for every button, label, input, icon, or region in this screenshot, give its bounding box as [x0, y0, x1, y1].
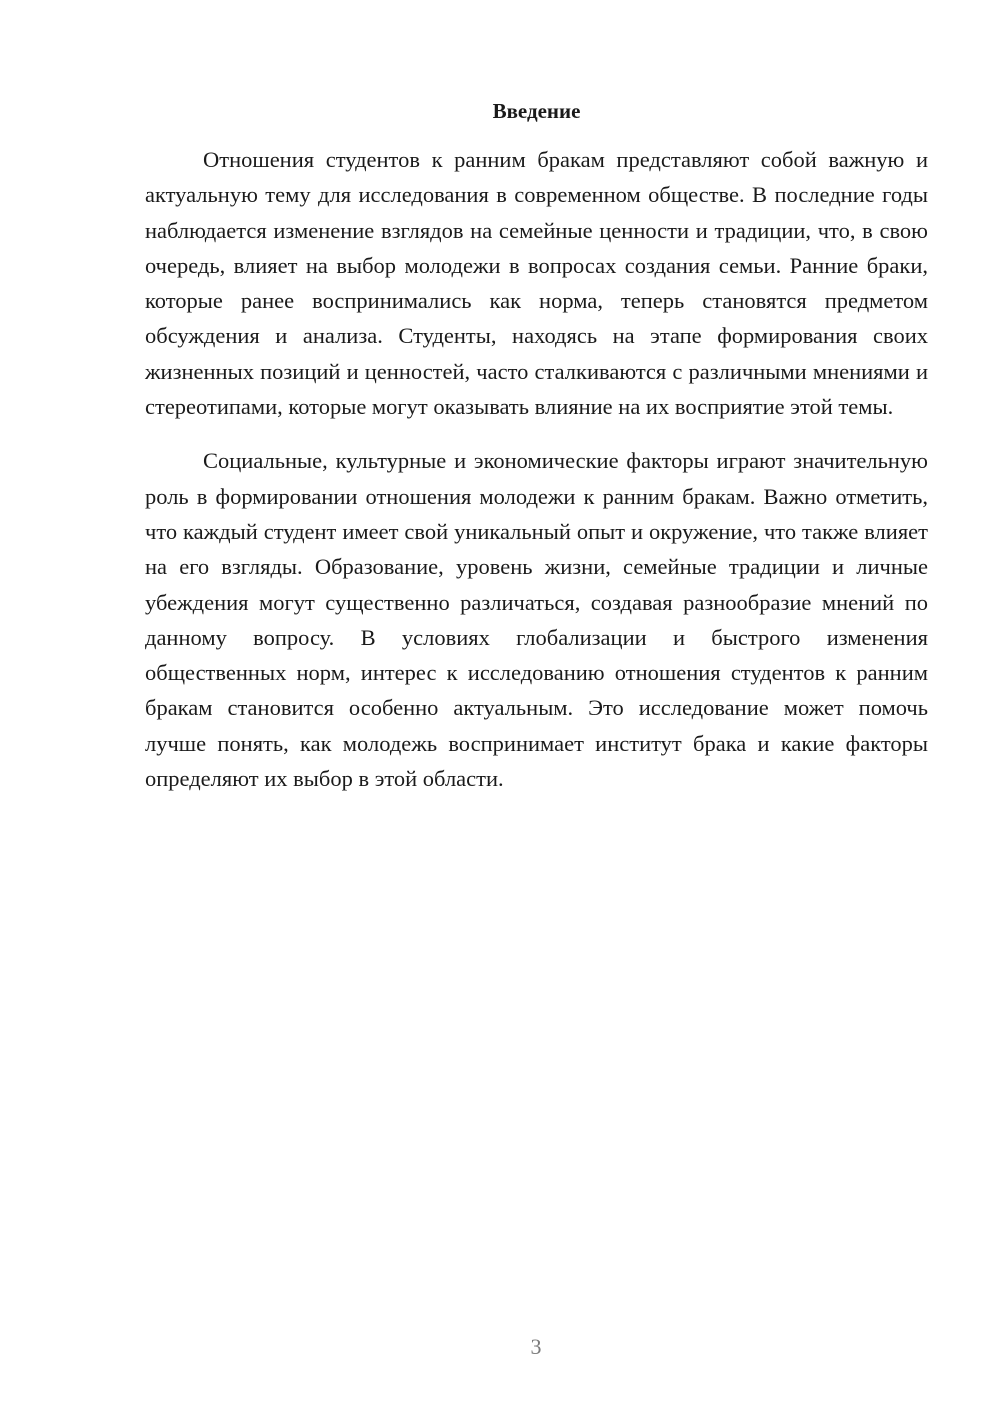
- body-text: [145, 142, 928, 796]
- paragraph-2: Социальные, культурные и экономические факторы играют значительную роль в формировании отношения молодежи к ранним бракам. Важно отметить, что каждый студент имеет свой уникальный опыт и окружение, что также влияет на его взгляды. Образование, уровень жизни, семейные традиции и личные убеждения могут существенно различаться, создавая разнообразие мнений по данному вопросу. В условиях глобализации и быстрого изменения общественных норм, интерес к исследованию отношения студентов к ранним бракам становится особенно актуальным. Это исследование может помочь лучше понять, как молодежь воспринимает институт брака и какие факторы определяют их выбор в этой области.: [145, 448, 928, 792]
- paragraph-1: Отношения студентов к ранним бракам представляют собой важную и актуальную тему для исследования в современном обществе. В последние годы наблюдается изменение взглядов на семейные ценности и традиции, что, в свою очередь, влияет на выбор молодежи в вопросах создания семьи. Ранние браки, которые ранее воспринимались как норма, теперь становятся предметом обсуждения и анализа. Студенты, находясь на этапе формирования своих жизненных позиций и ценностей, часто сталкиваются с различными мнениями и стереотипами, которые могут оказывать влияние на их восприятие этой темы.: [145, 147, 928, 420]
- section-heading: Введение: [492, 99, 581, 123]
- page-number: 3: [530, 1334, 542, 1359]
